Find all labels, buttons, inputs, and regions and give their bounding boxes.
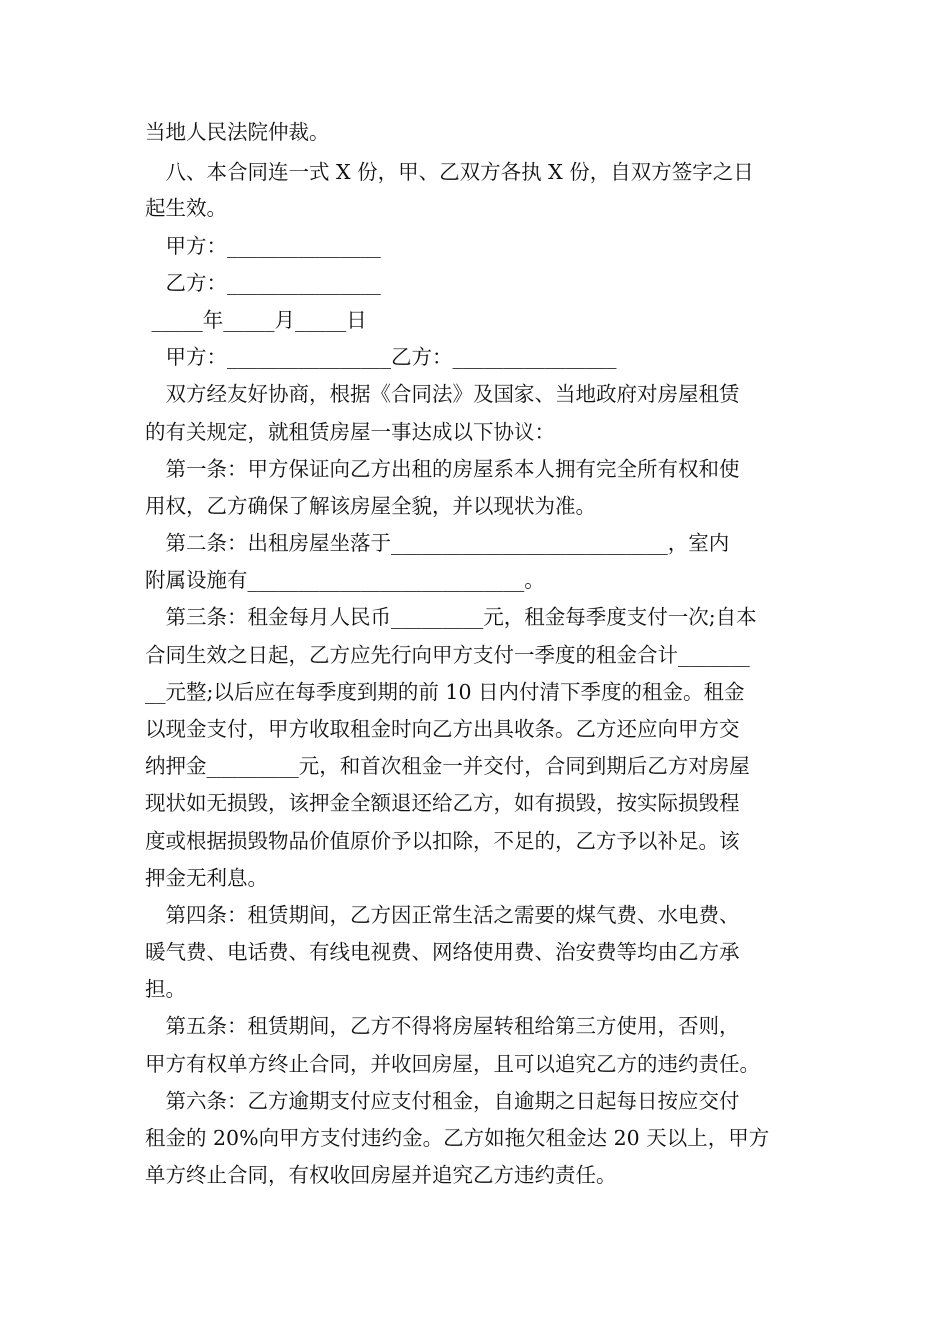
text-line: 第三条：租金每月人民币_________元，租金每季度支付一次;自本 [145,605,757,629]
text-line: 的有关规定，就租赁房屋一事达成以下协议： [145,420,555,444]
text-line: 押金无利息。 [145,866,268,890]
text-line: 乙方：_______________ [145,271,381,295]
text-line: 合同生效之日起，乙方应先行向甲方支付一季度的租金合计_______ [145,643,750,667]
text-line: 暖气费、电话费、有线电视费、网络使用费、治安费等均由乙方承 [145,940,740,964]
text-line: 以现金支付，甲方收取租金时向乙方出具收条。乙方还应向甲方交 [145,717,740,741]
text-line: __元整;以后应在每季度到期的前 10 日内付清下季度的租金。租金 [145,680,745,704]
text-line: 租金的 20%向甲方支付违约金。乙方如拖欠租金达 20 天以上，甲方 [145,1126,770,1150]
text-line: 八、本合同连一式 X 份，甲、乙双方各执 X 份，自双方签字之日 [145,160,754,184]
text-line: 第二条：出租房屋坐落于___________________________，室内 [145,531,730,555]
text-line: 甲方：________________乙方：________________ [145,345,617,369]
text-line: 附属设施有___________________________。 [145,568,545,592]
text-line: 度或根据损毁物品价值原价予以扣除，不足的，乙方予以补足。该 [145,829,740,853]
text-line: 担。 [145,977,186,1001]
text-line: 甲方：_______________ [145,234,381,258]
text-line: 当地人民法院仲裁。 [145,120,330,144]
text-line: 甲方有权单方终止合同，并收回房屋，且可以追究乙方的违约责任。 [145,1052,760,1076]
text-line: 第四条：租赁期间，乙方因正常生活之需要的煤气费、水电费、 [145,903,740,927]
text-line: 现状如无损毁，该押金全额退还给乙方，如有损毁，按实际损毁程 [145,791,740,815]
text-line: 用权，乙方确保了解该房屋全貌，并以现状为准。 [145,494,596,518]
text-line: 第五条：租赁期间，乙方不得将房屋转租给第三方使用，否则， [145,1014,740,1038]
text-line: _____年_____月_____日 [145,308,367,332]
text-line: 双方经友好协商，根据《合同法》及国家、当地政府对房屋租赁 [145,382,740,406]
text-line: 纳押金_________元，和首次租金一并交付，合同到期后乙方对房屋 [145,754,750,778]
text-line: 起生效。 [145,196,227,220]
text-line: 单方终止合同，有权收回房屋并追究乙方违约责任。 [145,1163,617,1187]
text-line: 第一条：甲方保证向乙方出租的房屋系本人拥有完全所有权和使 [145,457,740,481]
text-line: 第六条：乙方逾期支付应支付租金，自逾期之日起每日按应交付 [145,1089,740,1113]
